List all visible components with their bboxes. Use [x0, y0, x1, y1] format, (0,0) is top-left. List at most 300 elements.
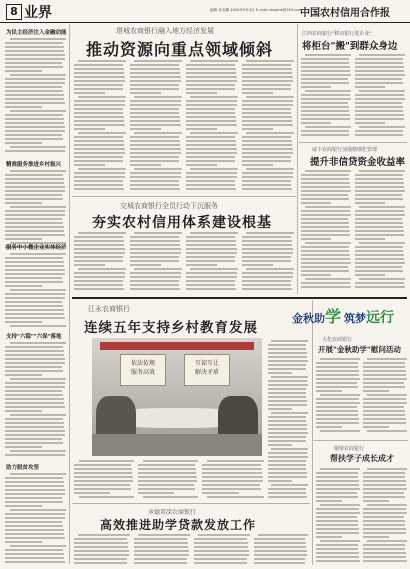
text-line [367, 504, 407, 506]
text-line [138, 464, 195, 466]
text-line [5, 150, 65, 152]
text-line [268, 432, 308, 434]
text-line [271, 484, 308, 486]
text-line [301, 198, 349, 200]
text-line [130, 144, 180, 146]
text-line [242, 284, 291, 286]
text-line [134, 550, 189, 552]
text-line [242, 236, 291, 238]
text-line [130, 140, 180, 142]
photo-sign-right [184, 354, 230, 386]
text-line [186, 148, 237, 150]
text-line [363, 410, 405, 412]
text-line [194, 562, 247, 564]
text-line [130, 100, 181, 102]
text-line [301, 134, 349, 136]
text-line [301, 62, 349, 64]
left-text-block-4 [5, 342, 66, 460]
text-line [74, 248, 125, 250]
text-line [74, 136, 123, 138]
text-line [186, 252, 237, 254]
text-line [202, 480, 263, 482]
text-line [242, 248, 293, 250]
text-line [74, 120, 124, 122]
text-line [355, 102, 402, 104]
text-line [242, 144, 292, 146]
text-line [355, 214, 405, 216]
text-line [268, 368, 306, 370]
text-line [130, 112, 179, 114]
text-line [134, 542, 188, 544]
text-line [242, 152, 293, 154]
text-line [186, 164, 217, 166]
text-line [5, 309, 64, 311]
text-line [143, 496, 198, 498]
right-low1-col-1 [316, 358, 360, 436]
text-line [268, 464, 306, 466]
text-line [130, 184, 179, 186]
text-line [254, 542, 306, 544]
text-line [5, 477, 63, 479]
text-line [78, 132, 126, 134]
text-line [5, 293, 65, 295]
text-line [268, 488, 306, 490]
text-line [5, 114, 63, 116]
text-line [359, 278, 405, 280]
text-line [186, 76, 237, 78]
text-line [271, 376, 308, 378]
bottom-story-headline: 高效推进助学贷款发放工作 [100, 518, 257, 532]
text-line [74, 480, 133, 482]
text-line [316, 520, 358, 522]
top-story-col-2 [130, 60, 182, 192]
text-line [242, 112, 291, 114]
text-line [363, 520, 405, 522]
text-line [5, 505, 42, 507]
text-line [5, 410, 42, 412]
banner-kicker: 江永农商银行 [88, 305, 130, 313]
mid-story-col-2 [130, 232, 182, 292]
text-line [74, 128, 105, 130]
text-line [268, 392, 306, 394]
text-line [363, 472, 405, 474]
text-line [316, 476, 358, 478]
text-line [186, 92, 217, 94]
text-line [242, 164, 273, 166]
text-line [242, 180, 291, 182]
text-line [268, 436, 306, 438]
text-line [130, 160, 179, 162]
left-heading-4: 支持"六稳""六保"落地 [6, 334, 62, 340]
text-line [359, 54, 405, 56]
text-line [10, 509, 66, 511]
text-line [74, 80, 125, 82]
text-line [74, 484, 130, 486]
text-line [5, 553, 64, 555]
text-line [301, 218, 348, 220]
text-line [316, 480, 359, 482]
text-line [363, 516, 404, 518]
top-story-kicker: 塔城农商银行融入地方经济发展 [116, 27, 214, 35]
text-line [10, 473, 66, 475]
text-line [268, 396, 306, 398]
text-line [5, 42, 63, 44]
text-line [242, 264, 273, 266]
photo-floor [92, 434, 262, 456]
text-line [5, 374, 42, 376]
text-line [130, 136, 179, 138]
text-line [355, 190, 405, 192]
text-line [271, 412, 308, 414]
text-line [130, 252, 181, 254]
text-line [268, 476, 307, 478]
text-line [74, 124, 125, 126]
text-line [186, 172, 237, 174]
text-line [355, 118, 404, 120]
text-line [74, 288, 124, 290]
text-line [242, 92, 273, 94]
text-line [5, 521, 62, 523]
text-line [355, 270, 403, 272]
text-line [363, 418, 406, 420]
text-line [186, 264, 217, 266]
text-line [130, 260, 179, 262]
left-text-block-1 [5, 38, 66, 156]
text-line [74, 476, 133, 478]
text-line [242, 288, 292, 290]
text-line [186, 188, 236, 190]
text-line [271, 448, 308, 450]
text-line [268, 492, 306, 494]
text-line [130, 120, 180, 122]
bottom-story-col-3 [194, 534, 250, 567]
text-line [130, 92, 161, 94]
text-line [316, 500, 342, 502]
text-line [186, 144, 236, 146]
text-line [74, 280, 123, 282]
text-line [5, 122, 64, 124]
text-line [363, 548, 405, 550]
text-line [316, 552, 359, 554]
text-line [74, 152, 125, 154]
text-line [355, 174, 403, 176]
text-line [242, 136, 291, 138]
text-line [301, 250, 349, 252]
text-line [355, 66, 404, 68]
text-line [5, 541, 42, 543]
text-line [74, 464, 131, 466]
text-line [242, 160, 291, 162]
text-line [320, 394, 360, 396]
text-line [5, 517, 65, 519]
text-line [363, 386, 405, 388]
text-line [10, 289, 66, 291]
text-line [355, 226, 403, 228]
text-line [5, 382, 65, 384]
text-line [242, 256, 291, 258]
text-line [254, 558, 305, 560]
text-line [301, 98, 351, 100]
text-line [194, 546, 248, 548]
text-line [5, 78, 65, 80]
text-line [363, 488, 407, 490]
text-line [5, 390, 62, 392]
text-line [186, 124, 237, 126]
text-line [268, 444, 292, 446]
text-line [74, 172, 125, 174]
text-line [74, 88, 123, 90]
text-line [5, 277, 62, 279]
text-line [359, 206, 405, 208]
text-line [78, 168, 126, 170]
text-line [202, 476, 263, 478]
text-line [186, 112, 235, 114]
text-line [130, 176, 181, 178]
text-line [130, 104, 181, 106]
text-line [74, 472, 132, 474]
text-line [10, 325, 66, 327]
text-line [316, 370, 359, 372]
text-line [74, 108, 123, 110]
text-line [363, 398, 406, 400]
text-line [305, 126, 351, 128]
text-line [359, 126, 405, 128]
text-line [367, 540, 407, 542]
text-line [316, 536, 342, 538]
text-line [10, 38, 66, 40]
text-line [194, 538, 247, 540]
text-line [190, 232, 238, 234]
text-line [74, 492, 110, 494]
text-line [242, 88, 291, 90]
text-line [355, 210, 404, 212]
text-line [186, 116, 236, 118]
text-line [74, 284, 123, 286]
text-line [74, 100, 125, 102]
right-low2-headline: 帮扶学子成长成才 [330, 453, 394, 463]
text-line [5, 90, 63, 92]
text-line [355, 250, 403, 252]
bottom-story-col-2 [134, 534, 190, 567]
text-line [202, 468, 262, 470]
text-line [242, 108, 291, 110]
text-line [130, 88, 179, 90]
text-line [74, 272, 125, 274]
text-line [301, 226, 349, 228]
text-line [186, 256, 235, 258]
text-line [130, 84, 179, 86]
text-line [268, 360, 308, 362]
text-line [242, 124, 293, 126]
text-line [301, 130, 349, 132]
text-line [5, 138, 63, 140]
text-line [268, 404, 307, 406]
left-heading-1: 为民主经济注入金融动能 [6, 30, 67, 36]
text-line [268, 468, 306, 470]
text-line [5, 66, 63, 68]
text-line [305, 90, 351, 92]
text-line [363, 560, 407, 562]
right-top-col-2 [355, 54, 405, 138]
text-line [301, 174, 349, 176]
text-line [355, 82, 403, 84]
text-line [355, 122, 385, 124]
text-line [301, 222, 349, 224]
text-line [355, 274, 385, 276]
text-line [130, 156, 179, 158]
text-line [301, 274, 331, 276]
text-line [258, 534, 308, 536]
text-line [130, 172, 181, 174]
text-line [301, 122, 331, 124]
text-line [320, 430, 360, 432]
text-line [5, 202, 42, 204]
text-line [5, 297, 65, 299]
text-line [5, 210, 65, 212]
text-line [242, 68, 292, 70]
text-line [246, 60, 294, 62]
text-line [5, 406, 65, 408]
text-line [138, 468, 196, 470]
text-line [194, 550, 249, 552]
text-line [301, 194, 348, 196]
text-line [74, 252, 125, 254]
text-line [316, 378, 360, 380]
text-line [130, 240, 180, 242]
text-line [5, 537, 65, 539]
text-line [301, 234, 350, 236]
logo-text-1: 金秋助 [292, 312, 325, 325]
text-line [5, 285, 42, 287]
text-line [5, 238, 42, 240]
text-line [5, 418, 63, 420]
text-line [268, 344, 306, 346]
text-line [316, 390, 342, 392]
text-line [74, 160, 123, 162]
text-line [355, 178, 403, 180]
text-line [5, 301, 62, 303]
text-line [5, 481, 64, 483]
text-line [10, 110, 66, 112]
text-line [355, 130, 403, 132]
text-line [268, 452, 307, 454]
right-mid-col-1 [301, 170, 351, 292]
text-line [130, 248, 181, 250]
text-line [130, 148, 181, 150]
text-line [363, 476, 405, 478]
text-line [79, 460, 134, 462]
text-line [355, 134, 403, 136]
text-line [78, 96, 126, 98]
bottom-story-col-4 [254, 534, 308, 567]
text-line [5, 214, 65, 216]
text-line [316, 512, 360, 514]
text-line [74, 176, 125, 178]
text-line [268, 352, 307, 354]
photo-banner-strip [100, 342, 254, 350]
text-line [5, 86, 62, 88]
text-line [242, 80, 293, 82]
text-line [301, 118, 350, 120]
text-line [268, 456, 308, 458]
campaign-logo [292, 304, 408, 328]
text-line [363, 532, 406, 534]
text-line [138, 476, 197, 478]
text-line [5, 317, 65, 319]
text-line [186, 108, 235, 110]
text-line [301, 262, 351, 264]
text-line [5, 354, 64, 356]
text-line [363, 508, 406, 510]
text-line [355, 194, 402, 196]
text-line [316, 548, 358, 550]
text-line [301, 58, 349, 60]
text-line [301, 238, 331, 240]
text-line [5, 313, 64, 315]
text-line [130, 188, 180, 190]
text-line [5, 106, 42, 108]
text-line [268, 420, 306, 422]
text-line [78, 232, 126, 234]
text-line [355, 254, 404, 256]
text-line [355, 74, 405, 76]
text-line [130, 264, 161, 266]
text-line [242, 140, 292, 142]
text-line [74, 156, 123, 158]
text-line [363, 366, 405, 368]
text-line [10, 206, 66, 208]
text-line [194, 542, 248, 544]
text-line [316, 402, 360, 404]
text-line [130, 80, 181, 82]
text-line [10, 414, 66, 416]
text-line [5, 394, 63, 396]
logo-text-2: 学 [325, 307, 342, 326]
text-line [268, 460, 306, 462]
top-story-col-4 [242, 60, 294, 192]
top-story-col-3 [186, 60, 238, 192]
text-line [301, 178, 349, 180]
text-line [134, 538, 187, 540]
text-line [355, 282, 404, 284]
text-line [74, 468, 132, 470]
text-line [5, 46, 64, 48]
text-line [316, 516, 357, 518]
text-line [5, 454, 65, 456]
text-line [301, 94, 350, 96]
text-line [74, 64, 123, 66]
right-low2-col-2 [363, 468, 407, 566]
text-line [316, 362, 358, 364]
text-line [367, 358, 407, 360]
photo-sign-left [120, 354, 166, 386]
text-line [130, 180, 179, 182]
text-line [138, 492, 174, 494]
text-line [355, 198, 403, 200]
text-line [363, 500, 389, 502]
text-line [5, 182, 64, 184]
banner-headline: 连续五年支持乡村教育发展 [84, 320, 258, 336]
text-line [242, 84, 291, 86]
text-line [5, 118, 64, 120]
text-line [134, 168, 182, 170]
mid-story-headline: 夯实农村信用体系建设根基 [92, 215, 272, 231]
text-line [363, 556, 406, 558]
text-line [268, 440, 306, 442]
text-line [10, 342, 66, 344]
text-line [363, 480, 406, 482]
text-line [74, 180, 123, 182]
